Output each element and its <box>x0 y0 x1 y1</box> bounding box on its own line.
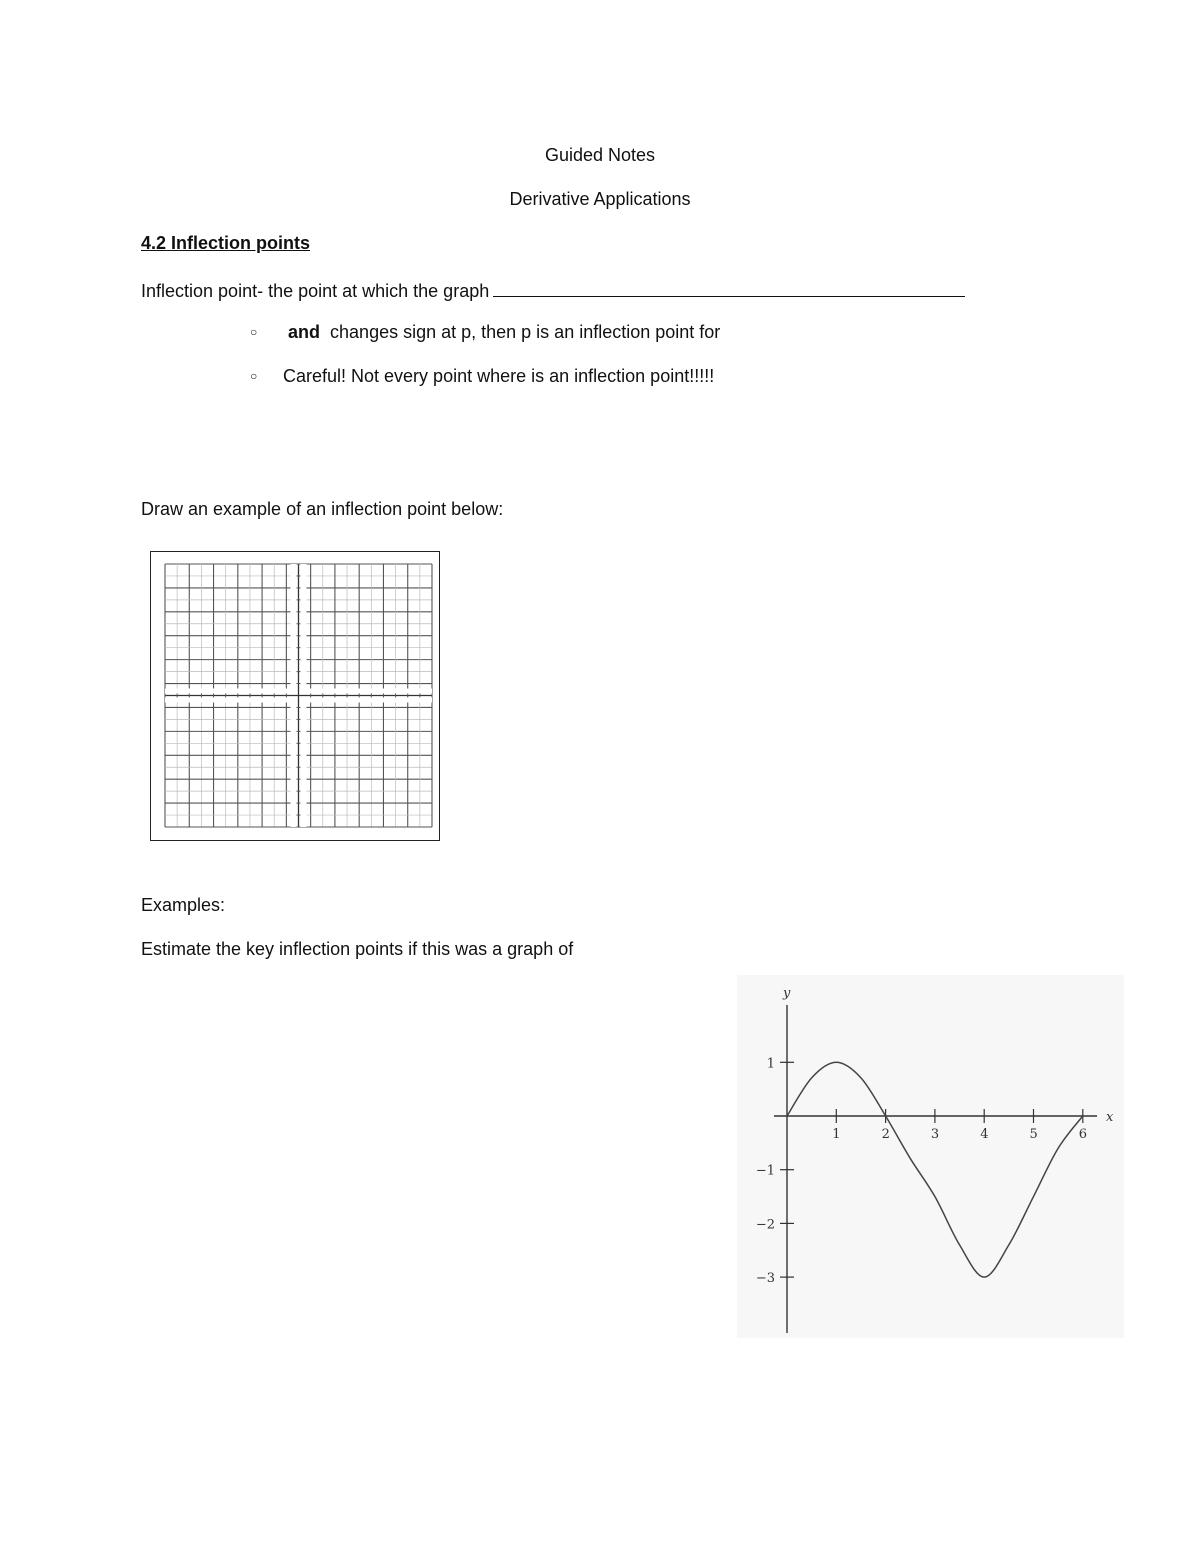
definition-text: Inflection point- the point at which the graph <box>141 281 490 301</box>
x-tick-label: 6 <box>1078 1127 1088 1142</box>
y-tick-label: −1 <box>755 1163 775 1179</box>
bullet-icon: ○ <box>250 369 258 383</box>
function-curve <box>787 1062 1083 1277</box>
y-axis-label: y <box>783 986 791 1001</box>
y-tick-label: 1 <box>766 1056 775 1072</box>
x-tick-label: 2 <box>881 1127 890 1142</box>
bullet-text-1: changes sign at p, then p is an inflection point for <box>330 322 721 342</box>
bullet-item-1 <box>288 322 720 343</box>
bullet-icon: ○ <box>250 325 258 339</box>
examples-label: Examples: <box>141 895 226 915</box>
page-title: Guided Notes <box>544 145 656 165</box>
fill-in-blank[interactable] <box>493 278 965 297</box>
blank-coordinate-grid[interactable] <box>150 551 440 841</box>
x-axis-label: x <box>1106 1110 1114 1125</box>
x-tick-label: 4 <box>980 1127 989 1142</box>
x-tick-label: 1 <box>832 1127 841 1142</box>
draw-prompt: Draw an example of an inflection point below: <box>141 499 504 519</box>
x-tick-label: 3 <box>930 1127 940 1142</box>
x-tick-label: 5 <box>1029 1127 1038 1142</box>
y-tick-label: −3 <box>755 1271 775 1287</box>
examples-prompt: Estimate the key inflection points if this was a graph of <box>141 939 574 959</box>
page-subtitle: Derivative Applications <box>509 189 691 209</box>
y-tick-label: −2 <box>755 1217 775 1233</box>
bullet-item-2: Careful! Not every point where is an inflection point!!!!! <box>283 366 715 386</box>
function-graph <box>737 975 1124 1338</box>
definition-line <box>141 278 965 302</box>
section-heading: 4.2 Inflection points <box>141 233 311 253</box>
bullet-bold-word: and <box>288 322 321 342</box>
